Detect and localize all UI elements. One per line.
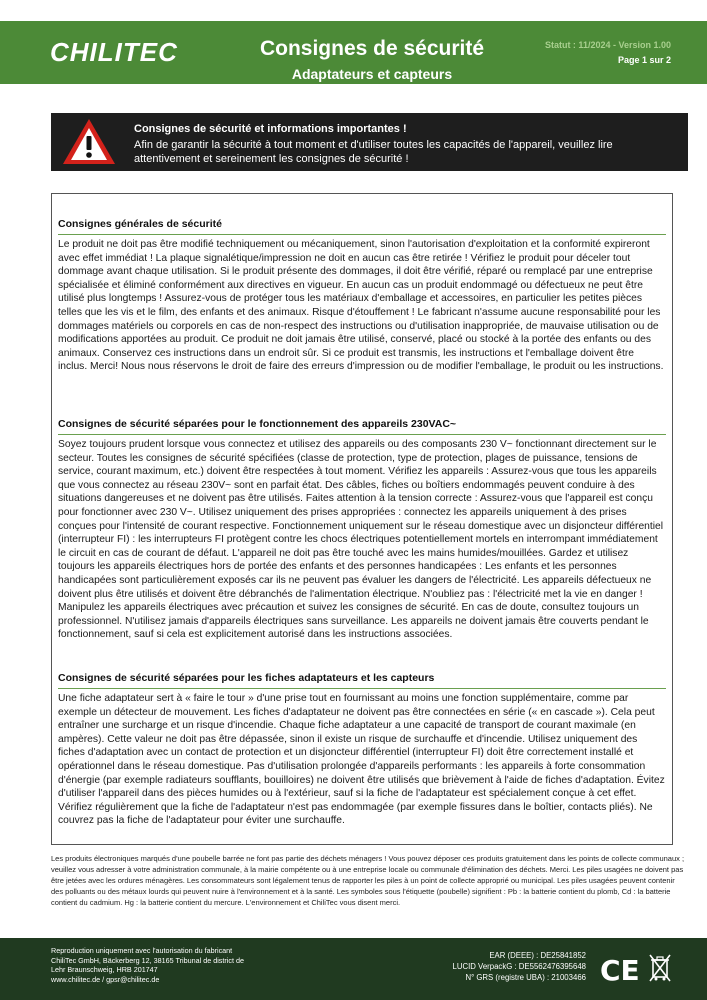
logo-text: CHILITEC [50,37,178,67]
section-general-safety [58,218,666,374]
section-adapter-sensor-safety [58,672,666,828]
top-margin [0,0,707,21]
footer-line: Reproduction uniquement avec l'autorisation du fabricant [51,946,233,955]
page-subtitle: Adaptateurs et capteurs [291,66,453,82]
ce-mark-text: CE [600,955,640,983]
footer-lucid-number: LUCID VerpackG : DE5562476395648 [452,962,586,971]
page-header [0,21,707,84]
chilitec-logo [50,35,186,69]
footer-ear-number: EAR (DEEE) : DE25841852 [489,951,586,960]
section-text: Soyez toujours prudent lorsque vous connectez et utilisez des appareils ou des composants 230 V~ fonctionnant directement sur le secteur. Toutes les consignes de sécurité spécifiées (classe de protection, type de protection, plages de puissance, tensions de service, courant maximum, etc.) doivent être respectées à tout moment. Vérifiez les appareils : Assurez-vous que tous les appareils que vous connectez au réseau 230V~ sont en parfait état. Des câbles, fiches ou boîtiers endommagés peuvent conduire à des situations dangereuses et ne doivent pas être utilisés. Faites attention à la tension correcte : Assurez-vous que l'appareil est conçu pour fonctionner avec 230 V~. Utilisez uniquement des prises appropriées : connectez les appareils uniquement à des prises conçues pour l'intensité de courant respective. Fonctionnement uniquement sur le réseau domestique avec un disjoncteur différentiel (interrupteur FI) : les interrupteurs FI protègent contre les chocs électriques potentiellement mortels en interrompant immédiatement le circuit en cas de courant de défaut. L'appareil ne doit pas être touché avec les mains humides/mouillées. Gardez et utilisez toujours les appareils électriques hors de portée des enfants et des personnes handicapées : Les enfants et les personnes handicapées sont particulièrement exposés car ils ne peuvent pas évaluer les dangers de l'électricité. Les appareils défectueux ne doivent plus être utilisés et doivent être débranchés de l'alimentation électrique. N'oubliez pas : l'électricité met la vie en danger ! Manipulez les appareils électriques avec précaution et suivez les consignes de sécurité. En cas de doute, consultez toujours un professionnel. N'utilisez jamais d'appareils électriques sans surveillance. Les appareils ne doivent jamais être couverts pendant le fonctionnement, sauf si cela est explicitement autorisé dans les instructions associées. [58,439,664,641]
page-footer [0,938,707,1000]
section-title: Consignes de sécurité séparées pour les fiches adaptateurs et les capteurs [58,672,666,689]
footer-company-info [51,946,244,984]
footer-line: Lehr Braunschweig, HRB 201747 [51,965,158,974]
warning-triangle-icon [61,117,117,167]
footer-line: ChiliTec GmbH, Bäckerberg 12, 38165 Tribunal de district de [51,955,244,965]
warning-title: Consignes de sécurité et informations importantes ! [134,123,407,135]
section-text: Une fiche adaptateur sert à « faire le tour » d'une prise tout en fournissant au moins une fonction supplémentaire, comme par exemple un détecteur de mouvement. Les fiches d'adaptateur ne doivent pas être connectées en série (« en cascade »). Cela peut entraîner une surcharge et un risque d'incendie. Chaque fiche adaptateur a une capacité de transport de courant maximale (en ampères). Cette valeur ne doit pas être dépassée, sinon il existe un risque de surchauffe et d'incendie. Utilisez uniquement des fiches d'adaptation avec un contact de protection et un disjoncteur différentiel (interrupteur FI) doit être correctement installé et opérationnel dans le réseau domestique. Pas d'utilisation prolongée d'appareils performants : les appareils à forte consommation d'énergie (par exemple radiateurs soufflants, bouilloires) ne doivent être utilisés que brièvement à l'aide de fiches d'adaptation. Évitez d'utiliser l'appareil dans des pièces humides ou à l'extérieur, sauf si la fiche de l'adaptateur est spécialement conçue à cet effet. Vérifiez régulièrement que la fiche de l'adaptateur n'est pas endommagée (par exemple fissures dans le boîtier, contacts pliés). Ne couvrez pas la fiche de l'adaptateur pour éviter une surchauffe. [58,693,665,827]
section-title: Consignes de sécurité séparées pour le fonctionnement des appareils 230VAC~ [58,418,666,435]
important-warning-box [51,113,688,171]
section-230vac-safety [58,418,666,642]
disposal-notice: Les produits électroniques marqués d'une poubelle barrée ne font pas partie des déchets ménagers ! Vous pouvez déposer ces produits gratuitement dans les points de collecte communaux ; veuillez vous adresser à votre administration communale, à la mairie compétente ou à une entreprise locale ou communale d'élimination des déchets. Merci. Les piles usagées ne doivent pas être jetées avec les ordures ménagères. Les consommateurs sont légalement tenus de rapporter les piles à un point de collecte approprié ou municipal. Les piles usagées peuvent contenir des polluants ou des métaux lourds qui peuvent nuire à l'environnement et à la santé. Les symboles sous l'étiquette (poubelle) signifient : Pb : la batterie contient du plomb, Cd : la batterie contient du cadmium. Hg : la batterie contient du mercure. L'environnement et ChiliTec vous disent merci. [51,854,685,907]
page-number: Page 1 sur 2 [617,55,671,65]
ce-mark-icon [600,955,640,983]
section-text: Le produit ne doit pas être modifié techniquement ou mécaniquement, sinon l'autorisation d'exploitation et la conformité expireront avec effet immédiat ! La plaque signalétique/impression ne doit en aucun cas être retirée ! Vérifiez le produit pour déceler tout dommage avant chaque utilisation. Si le produit présente des dommages, il doit être vérifié, réparé ou remplacé par une entreprise spécialisée et éliminé conformément aux directives en vigueur. En aucun cas un produit endommagé ou défectueux ne peut être utilisé plus longtemps ! Assurez-vous de protéger tous les matériaux d'emballage et accessoires, en particulier les petites pièces telles que les vis et le film, des enfants et des animaux. Risque d'étouffement ! Le fabricant n'assume aucune responsabilité pour les dommages matériels ou corporels en cas de non-respect des instructions ou d'utilisation inappropriée, de mauvaise utilisation ou de modifications apportées au produit. Ce produit ne doit jamais être utilisé, conservé, placé ou stocké à la portée des enfants ou des animaux. Conservez ces instructions dans un endroit sûr. Si ce produit est transmis, les instructions et l'emballage doivent être inclus. Merci! Nous nous réservons le droit de faire des erreurs d'impression ou de modifier l'emballage, le produit ou les instructions. [58,239,664,373]
safety-instructions-box [51,193,673,845]
page-title: Consignes de sécurité [259,37,485,60]
document-status: Statut : 11/2024 - Version 1.00 [544,40,671,50]
footer-grs-number: N° GRS (registre UBA) : 21003466 [465,973,586,982]
crossed-bin-icon [648,953,672,983]
section-title: Consignes générales de sécurité [58,218,666,235]
footer-registration-info [453,950,587,983]
footer-line: www.chilitec.de / gpsr@chilitec.de [51,974,160,984]
warning-text: Afin de garantir la sécurité à tout moment et d'utiliser toutes les capacités de l'appareil, veuillez lire attentivement et sereinement les consignes de sécurité ! [134,139,613,165]
